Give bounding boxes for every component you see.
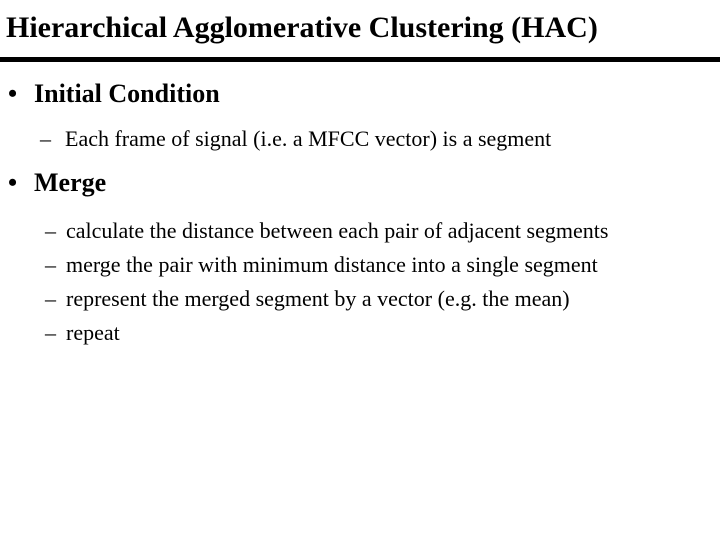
bullet-initial-condition	[8, 79, 220, 109]
slide-title: Hierarchical Agglomerative Clustering (HAC)	[6, 11, 598, 44]
dash-icon: –	[45, 252, 56, 277]
dash-icon: –	[45, 286, 56, 311]
list-item	[45, 282, 608, 316]
sub-item	[40, 124, 551, 154]
list-item	[45, 214, 608, 248]
dash-icon: –	[45, 218, 56, 243]
bullet-heading: Merge	[34, 168, 107, 197]
list-item	[45, 248, 608, 282]
bullet-point-icon: •	[8, 79, 18, 108]
sub-item-text: Each frame of signal (i.e. a MFCC vector) is a segment	[65, 126, 552, 151]
dash-icon: –	[40, 126, 51, 151]
list-item-text: repeat	[66, 320, 120, 345]
merge-steps-list	[45, 214, 608, 350]
list-item-text: calculate the distance between each pair of adjacent segments	[66, 218, 609, 243]
list-item-text: represent the merged segment by a vector (e.g. the mean)	[66, 286, 570, 311]
bullet-point-icon: •	[8, 168, 18, 197]
title-divider	[0, 57, 720, 62]
bullet-heading: Initial Condition	[34, 79, 220, 108]
dash-icon: –	[45, 320, 56, 345]
list-item-text: merge the pair with minimum distance into a single segment	[66, 252, 598, 277]
list-item	[45, 316, 608, 350]
bullet-merge	[8, 168, 106, 198]
